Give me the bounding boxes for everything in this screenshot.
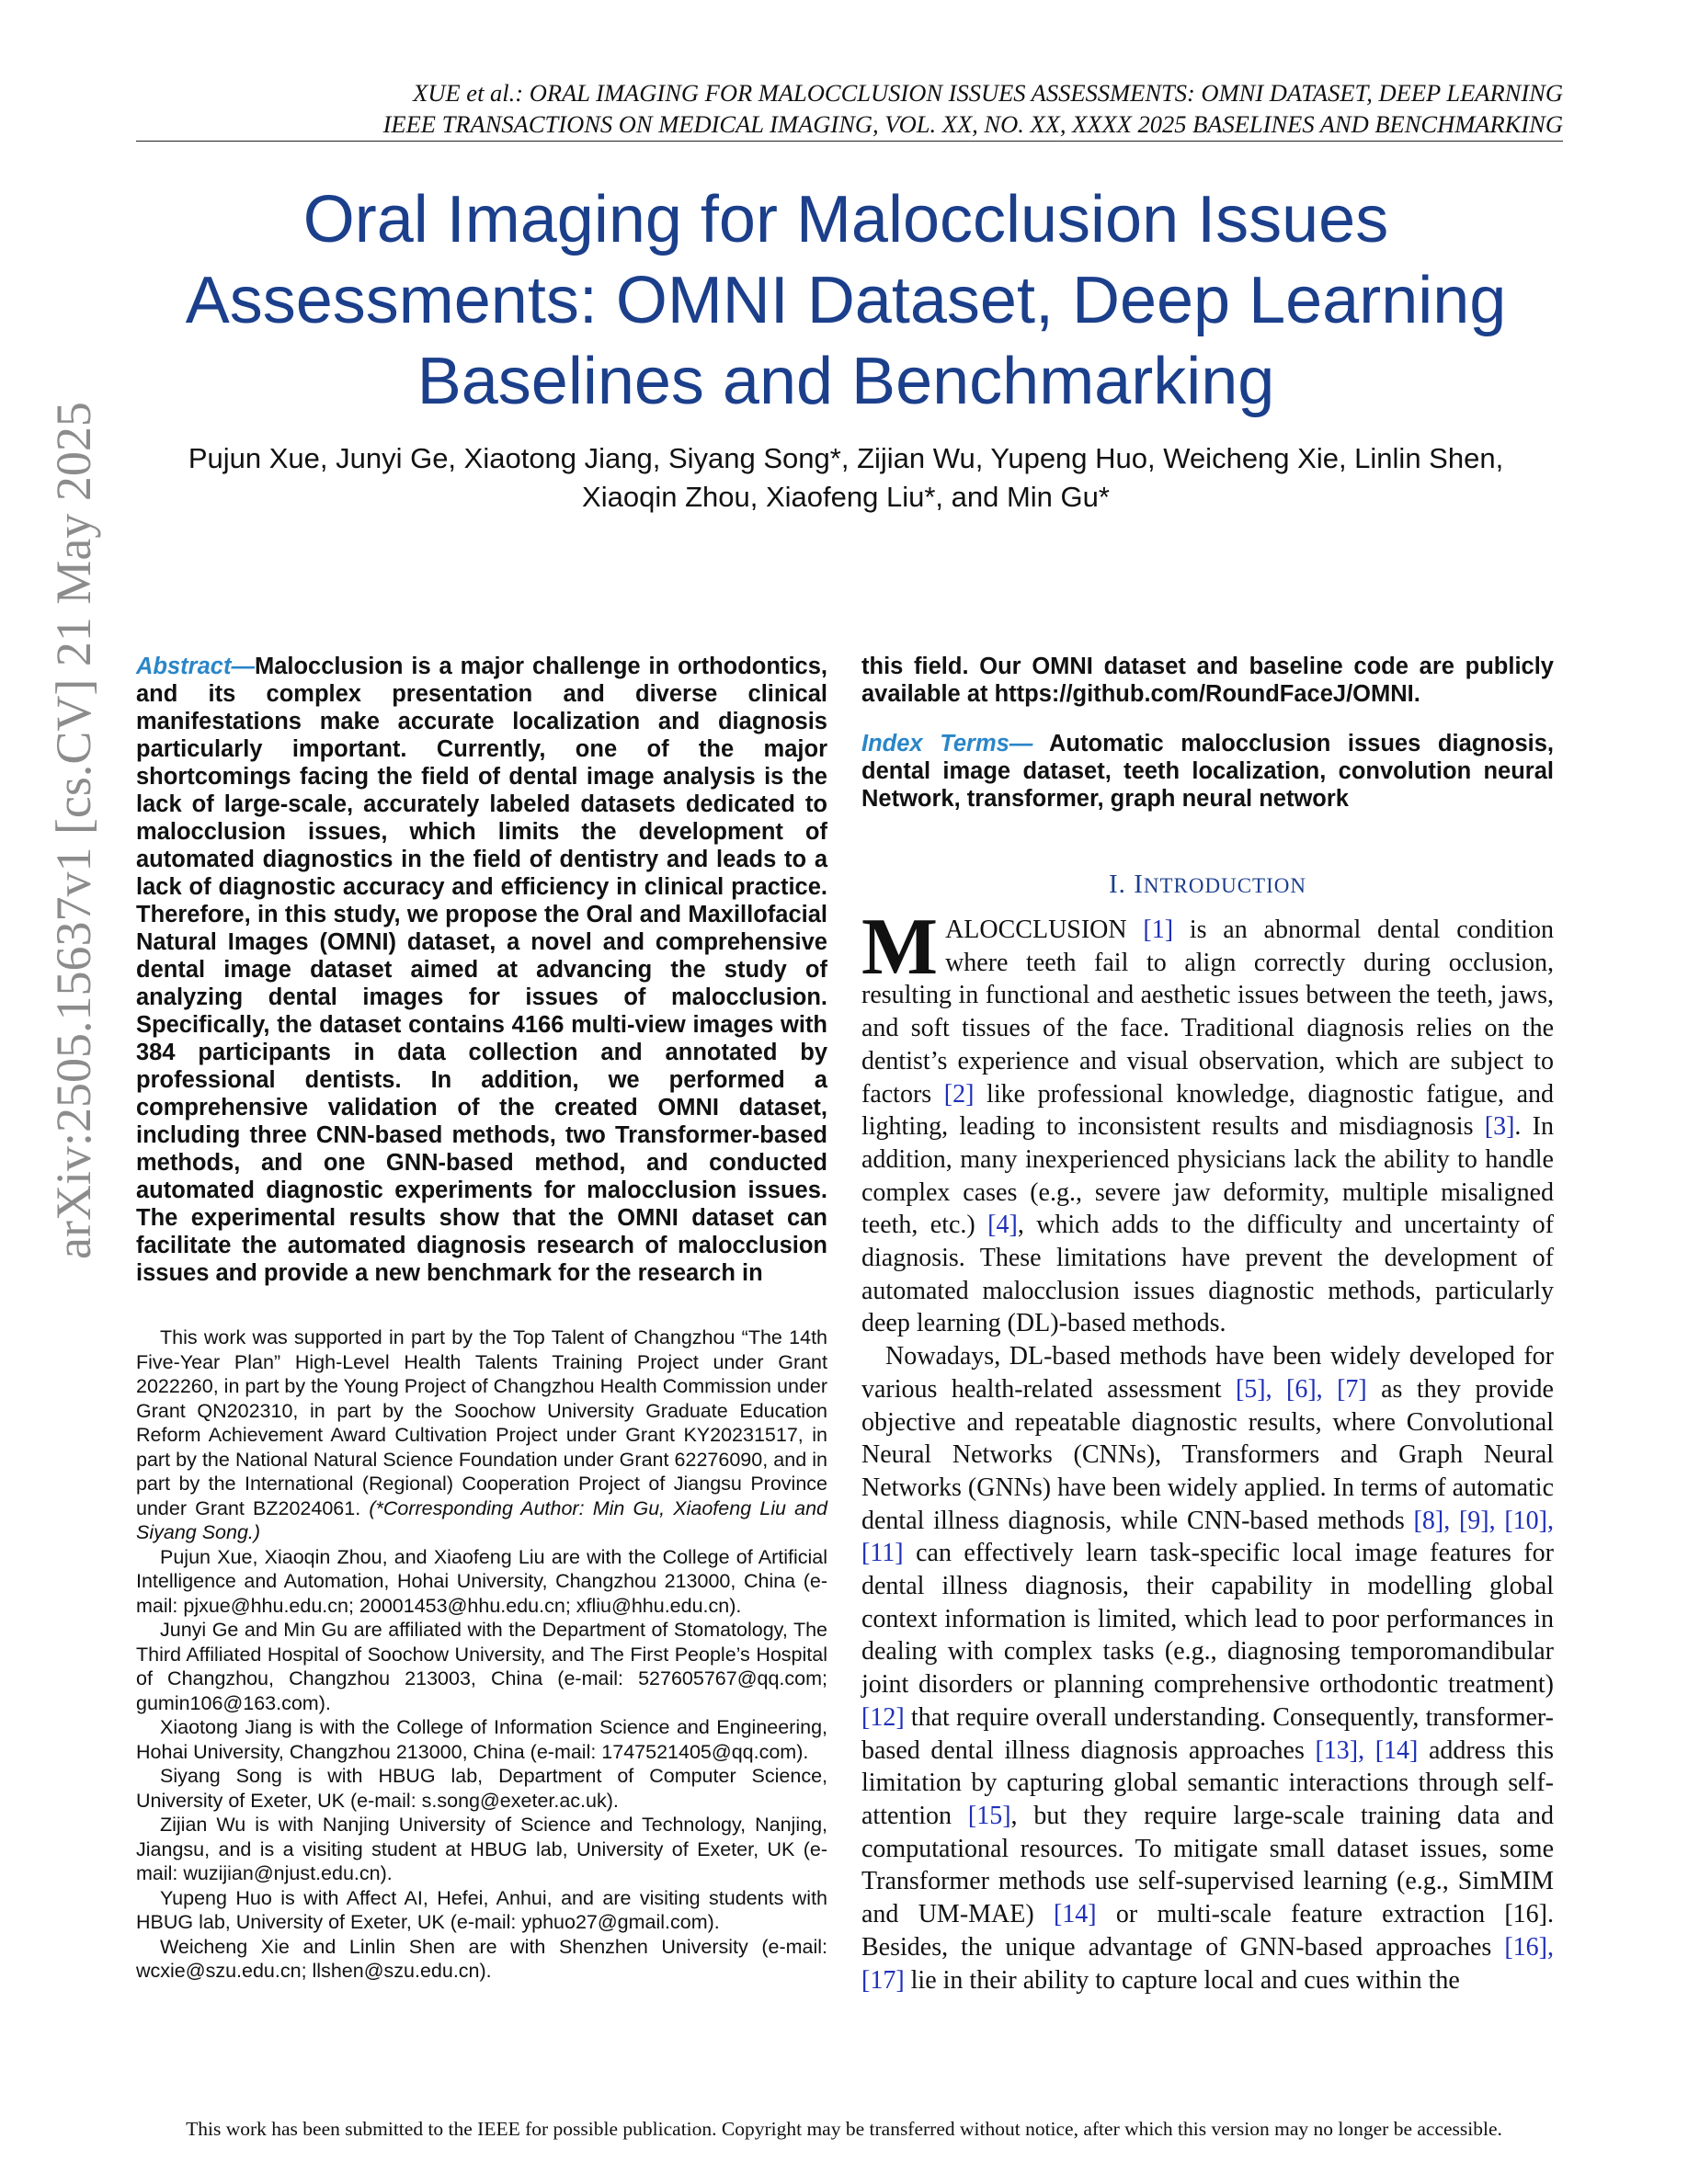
arxiv-side-identifier: arXiv:2505.15637v1 [cs.CV] 21 May 2025 [46,402,101,1259]
citation-link[interactable]: [14] [1053,1900,1097,1929]
abstract [136,653,827,1287]
intro-text: is an abnormal dental condition where teeth fail to align correctly during occlusion, resulting in functional and aesthetic issues between the teeth, jaws, and soft tissues of the face. Traditional diagnosis relies on the dentist’s experience and visual observation, which are subject to factors [861,916,1554,1109]
abstract-continuation: this field. Our OMNI dataset and baseline code are publicly available at https://github.com/RoundFaceJ/OMNI. [861,654,1554,707]
paper-title: Oral Imaging for Malocclusion Issues Assessments: OMNI Dataset, Deep Learning Baselines and Benchmarking [185,183,1507,418]
affiliation-footnote: Pujun Xue, Xiaoqin Zhou, and Xiaofeng Liu are with the College of Artificial Intelligence and Automation, Hohai University, Changzhou 213000, China (e-mail: pjxue@hhu.edu.cn; 20001453@hhu.edu.cn; xfliu@hhu.edu.cn). [136,1545,827,1617]
citation-link[interactable]: [4] [987,1211,1018,1240]
section-number: I. [1109,870,1126,899]
intro-text: lie in their ability to capture local and cues within the [904,1965,1460,1995]
introduction-body [861,903,1555,1996]
citation-link[interactable]: [2] [943,1079,975,1109]
intro-text: Nowadays, DL-based methods have been widely developed for various health-related assessment [861,1342,1554,1404]
citation-link[interactable]: [5], [6], [7] [1235,1374,1367,1404]
running-header-line-1: XUE et al.: ORAL IMAGING FOR MALOCCLUSION ISSUES ASSESSMENTS: OMNI DATASET, DEEP LEARNING [413,79,1563,107]
affiliation-footnote: Weicheng Xie and Linlin Shen are with Shenzhen University (e-mail: wcxie@szu.edu.cn; llshen@szu.edu.cn). [136,1935,827,1982]
footnotes [136,1325,827,1984]
running-header-line-2: IEEE TRANSACTIONS ON MEDICAL IMAGING, VOL. XX, NO. XX, XXXX 2025 BASELINES AND BENCHMARKING [382,110,1563,138]
citation-link[interactable]: [15] [967,1801,1011,1830]
affiliation-footnote: Yupeng Huo is with Affect AI, Hefei, Anhui, and are visiting students with HBUG lab, University of Exeter, UK (e-mail: yphuo27@gmail.com). [136,1886,827,1933]
author-line-1: Pujun Xue, Junyi Ge, Xiaotong Jiang, Siyang Song*, Zijian Wu, Yupeng Huo, Weicheng Xie, Linlin Shen, [188,442,1504,474]
citation-link[interactable]: [13], [14] [1315,1735,1419,1765]
intro-text: , which adds to the difficulty and uncertainty of diagnosis. These limitations have prevent the development of automated malocclusion issues diagnostic methods, particularly deep learning (DL)-based methods. [861,1211,1555,1338]
drop-cap: M [861,903,939,992]
index-terms-text: Automatic malocclusion issues diagnosis, dental image dataset, teeth localization, convolution neural Network, transformer, graph neural network [861,731,1555,812]
author-line-2: Xiaoqin Zhou, Xiaofeng Liu*, and Min Gu* [582,481,1110,513]
index-terms-label: Index Terms— [861,731,1033,756]
intro-text: as they provide objective and repeatable diagnostic results, where Convolutional Neural Networks (CNNs), Transformers and Graph Neural Networks (GNNs) have been widely applied. In terms of automatic dental illness diagnosis, while CNN-based methods [861,1374,1554,1535]
abstract-text: Malocclusion is a major challenge in orthodontics, and its complex presentation and diverse clinical manifestations make accurate localization and diagnosis particularly important. Currently, one of the major shortcomings facing the field of dental image analysis is the lack of large-scale, accurately labeled datasets dedicated to malocclusion issues, which limits the development of automated diagnostics in the field of dentistry and leads to a lack of diagnostic accuracy and efficiency in clinical practice. Therefore, in this study, we propose the Oral and Maxillofacial Natural Images (OMNI) dataset, a novel and comprehensive dental image dataset aimed at advancing the study of analyzing dental images for issues of malocclusion. Specifically, the dataset contains 4166 multi-view images with 384 participants in data collection and annotated by professional dentists. In addition, we performed a comprehensive validation of the created OMNI dataset, including three CNN-based methods, two Transformer-based methods, and one GNN-based method, and conducted automated diagnostic experiments for malocclusion issues. The experimental results show that the OMNI dataset can facilitate the automated diagnosis research of malocclusion issues and provide a new benchmark for the research in [136,654,827,1286]
citation-link[interactable]: [8], [9], [10], [11] [861,1506,1554,1568]
intro-lead-word: ALOCCLUSION [945,916,1127,944]
running-header [129,77,1563,140]
intro-text: address this limitation by capturing global semantic interactions through self-attention [861,1735,1554,1830]
affiliation-footnote: Zijian Wu is with Nanjing University of Science and Technology, Nanjing, Jiangsu, and is a visiting student at HBUG lab, University of Exeter, UK (e-mail: wuzijian@njust.edu.cn). [136,1814,827,1884]
header-rule [136,141,1563,142]
intro-paragraph-2 [861,1340,1554,1996]
affiliation-footnote: Junyi Ge and Min Gu are affiliated with the Department of Stomatology, The Third Affiliated Hospital of Soochow University, and The First People’s Hospital of Changzhou, Changzhou 213003, China (e-mail: 527605767@qq.com; gumin106@163.com). [136,1619,827,1714]
intro-text: can effectively learn task-specific local image features for dental illness diagnosis, their capability in modelling global context information is limited, which lead to poor performances in dealing with complex tasks (e.g., diagnosing temporomandibular joint disorders or planning comprehensive orthodontic treatment) [861,1539,1554,1700]
intro-paragraph-1 [861,903,1555,1340]
section-title-rest: NTRODUCTION [1143,874,1306,897]
citation-link[interactable]: [1] [1143,916,1174,944]
author-list [138,439,1554,517]
funding-footnote [136,1325,827,1545]
abstract-label: Abstract— [136,654,255,679]
affiliation-footnote: Xiaotong Jiang is with the College of Information Science and Engineering, Hohai University, Changzhou 213000, China (e-mail: 1747521405@qq.com). [136,1716,827,1763]
intro-text: that require overall understanding. Consequently, transformer-based dental illness diagnosis approaches [861,1702,1554,1765]
corresponding-author-note: (*Corresponding Author: Min Gu, Xiaofeng Liu and Siyang Song.) [136,1496,827,1543]
section-heading [861,869,1554,902]
funding-text: This work was supported in part by the Top Talent of Changzhou “The 14th Five-Year Plan” High-Level Health Talents Training Project under Grant 2022260, in part by the Young Project of Changzhou Health Commission under Grant QN202310, in part by the Soochow University Graduate Education Reform Achievement Award Cultivation Project under Grant KY20231517, in part by the National Natural Science Foundation under Grant 62276090, and in part by the International (Regional) Cooperation Project of Jiangsu Province under Grant BZ2024061. [136,1326,827,1519]
citation-link[interactable]: [3] [1484,1112,1515,1142]
section-title-first: I [1134,870,1144,899]
index-terms [861,730,1554,813]
intro-text: , but they require large-scale training data and computational resources. To mitigate small dataset issues, some Transformer methods use self-supervised learning (e.g., SimMIM and UM-MAE) [861,1801,1554,1929]
submission-footer-note: This work has been submitted to the IEEE for possible publication. Copyright may be transferred without notice, after which this version may no longer be accessible. [186,2118,1502,2140]
intro-text: or multi-scale feature extraction [16]. Besides, the unique advantage of GNN-based approaches [861,1900,1555,1962]
intro-text: . In addition, many inexperienced physicians lack the ability to handle complex cases (e.g., severe jaw deformity, multiple misaligned teeth, etc.) [861,1112,1555,1240]
citation-link[interactable]: [12] [861,1702,905,1732]
citation-link[interactable]: [16], [17] [861,1932,1554,1995]
intro-text: like professional knowledge, diagnostic fatigue, and lighting, leading to inconsistent results and misdiagnosis [861,1079,1554,1142]
affiliation-footnote: Siyang Song is with HBUG lab, Department of Computer Science, University of Exeter, UK (e-mail: s.song@exeter.ac.uk). [136,1765,827,1812]
